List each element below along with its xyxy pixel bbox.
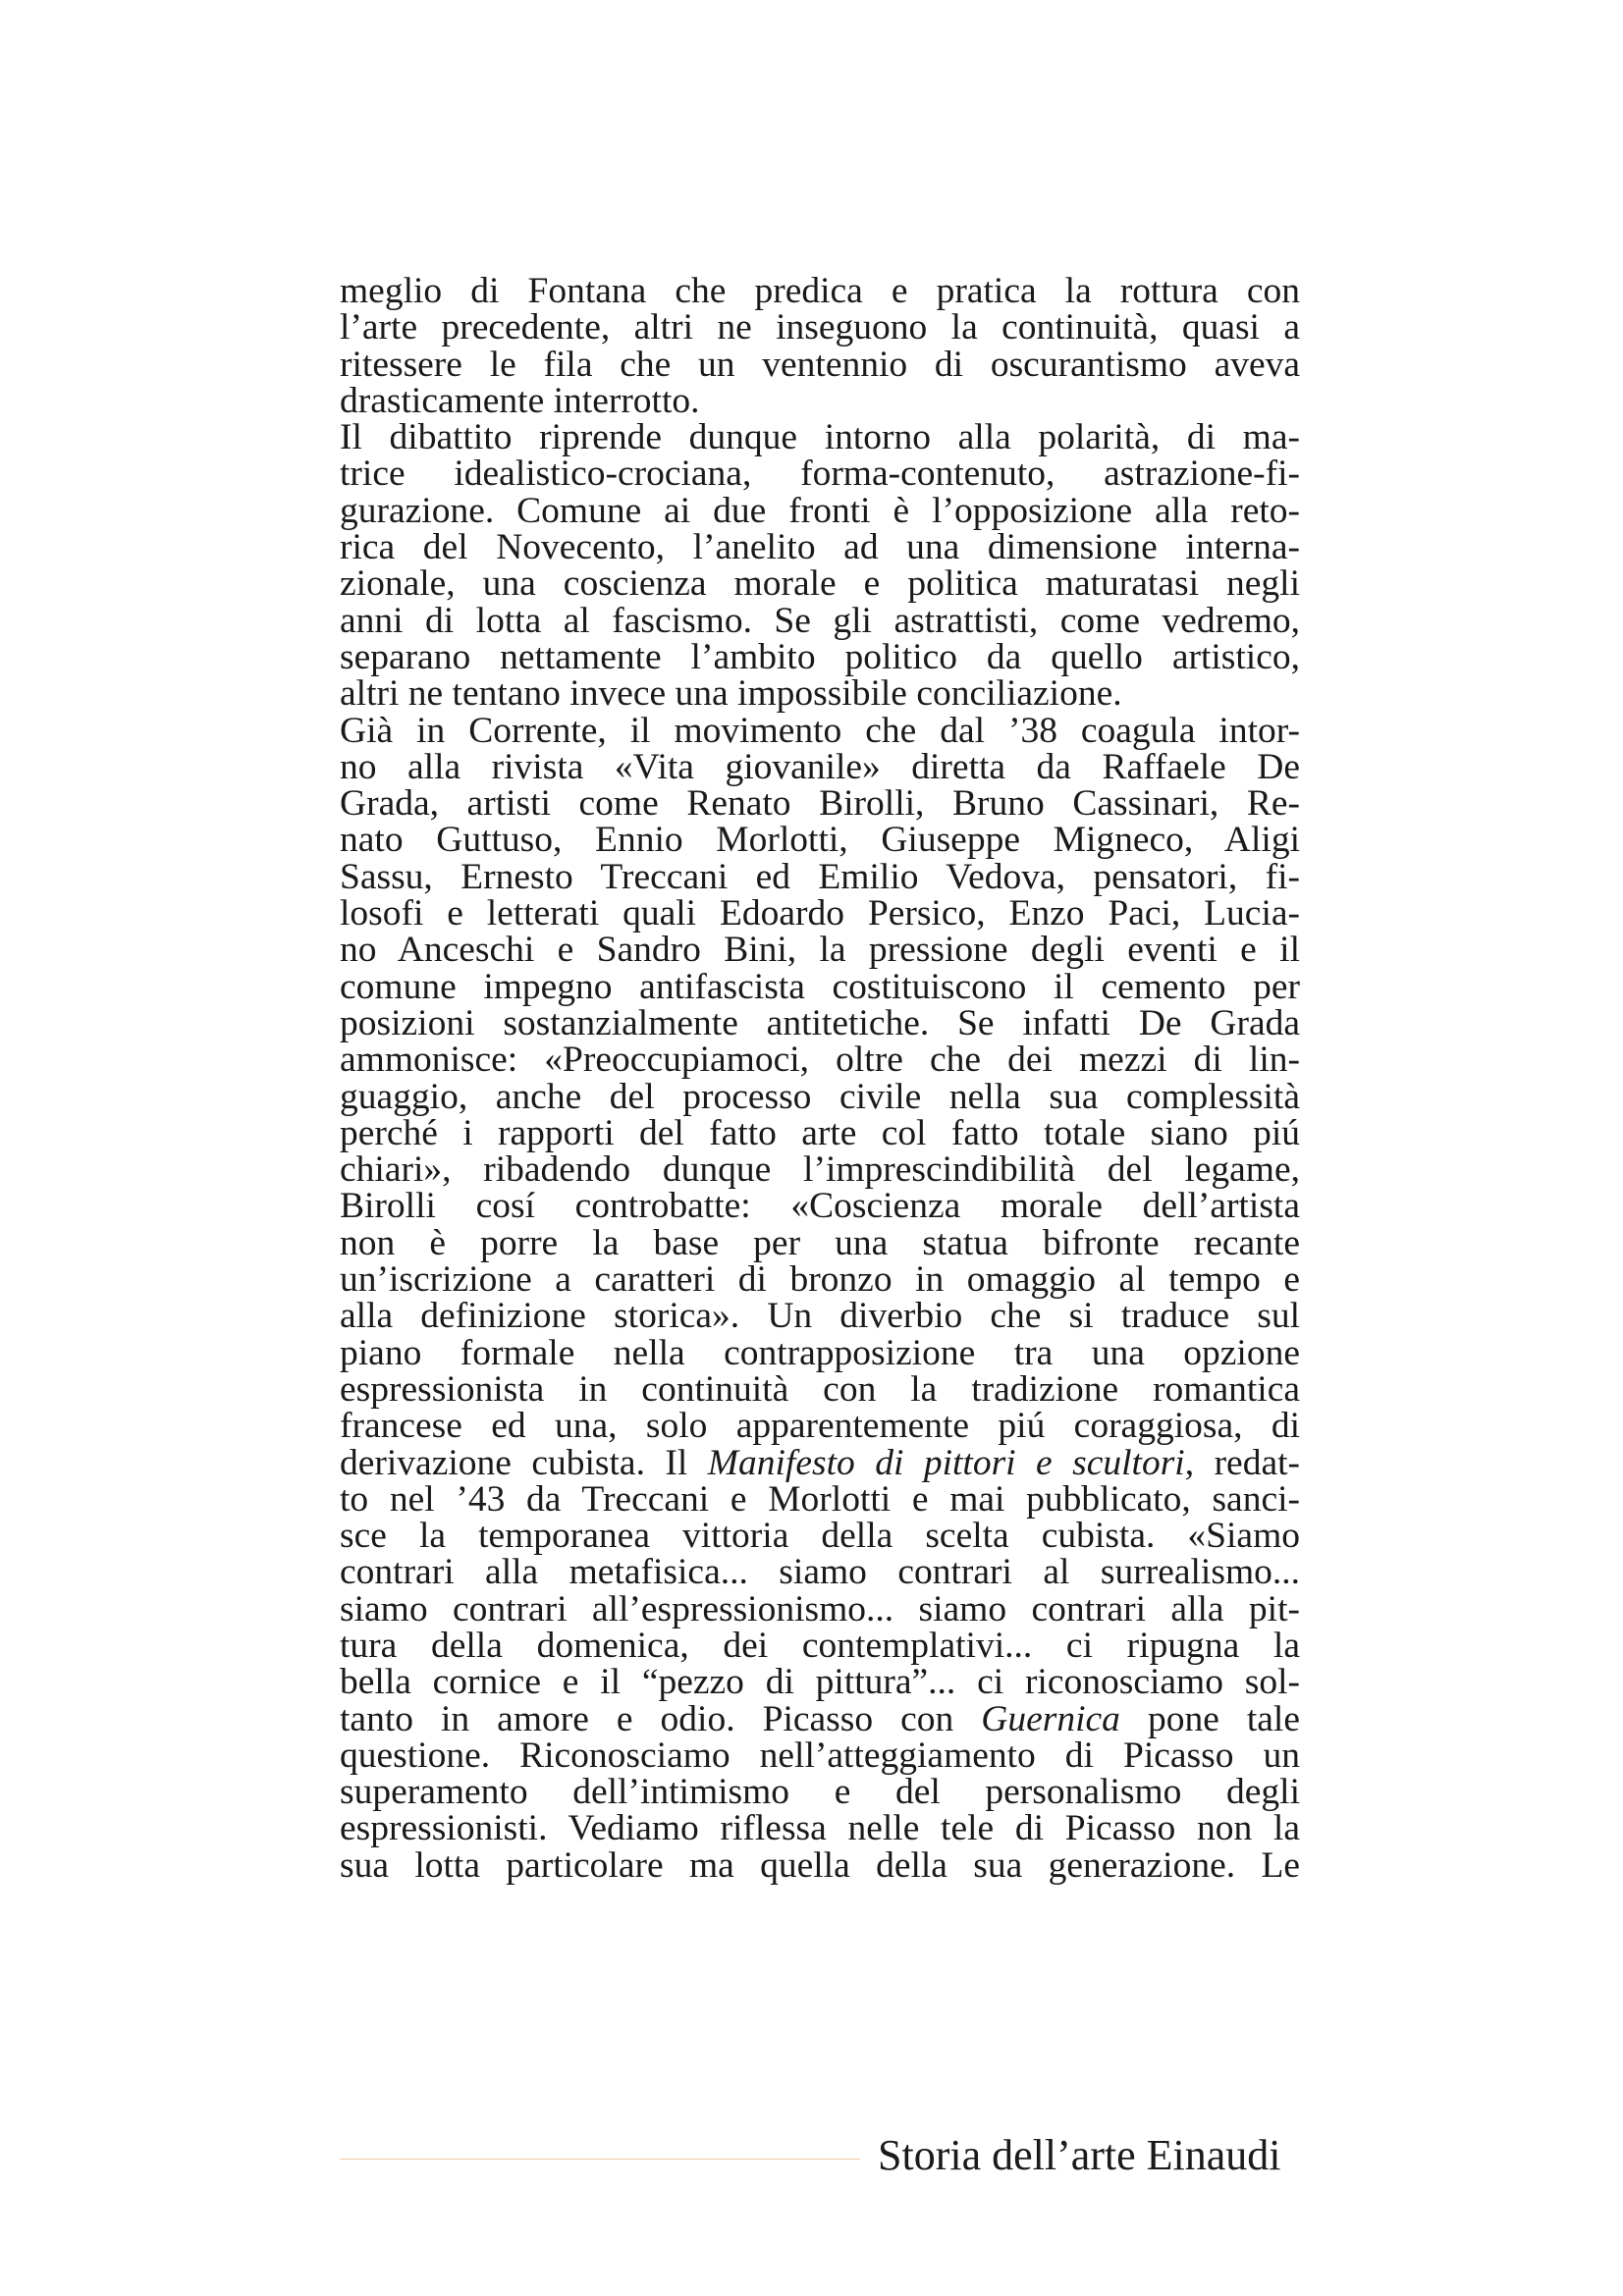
text-segment: Birolli cosí controbatte: «Coscienza morale dell’artista [340, 1186, 1300, 1227]
footer-rule [340, 2159, 860, 2160]
text-line [340, 1442, 1300, 1483]
text-line [340, 710, 1300, 751]
text-segment: Grada, artisti come Renato Birolli, Bruno Cassinari, Re- [340, 783, 1300, 825]
text-segment: sce la temporanea vittoria della scelta cubista. «Siamo [340, 1516, 1300, 1557]
text-segment: bella cornice e il “pezzo di pittura”... ci riconosciamo sol- [340, 1662, 1300, 1703]
text-segment: pone tale [1119, 1698, 1300, 1739]
text-line [340, 600, 1300, 641]
text-segment: contrari alla metafisica... siamo contrari al surrealismo... [340, 1552, 1300, 1593]
text-line [340, 490, 1300, 531]
italic-title: Guernica [981, 1698, 1120, 1739]
text-line [340, 380, 1300, 421]
text-segment: tanto in amore e odio. Picasso con [340, 1698, 982, 1739]
text-line [340, 930, 1300, 971]
text-segment: drasticamente interrotto. [340, 380, 700, 421]
text-segment: altri ne tentano invece una impossibile conciliazione. [340, 673, 1122, 715]
text-line [340, 273, 1300, 309]
text-segment: superamento dell’intimismo e del personalismo degli [340, 1772, 1300, 1813]
text-line [340, 1259, 1300, 1301]
text-segment: espressionista in continuità con la tradizione romantica [340, 1368, 1300, 1410]
text-line [340, 673, 1300, 715]
text-segment: piano formale nella contrapposizione tra una opzione [340, 1332, 1300, 1373]
text-line [340, 563, 1300, 605]
text-segment: alla definizione storica». Un diverbio che si traduce sul [340, 1296, 1300, 1337]
text-line [340, 1368, 1300, 1410]
text-segment: siamo contrari all’espressionismo... siamo contrari alla pit- [340, 1588, 1300, 1629]
text-line [340, 1406, 1300, 1447]
text-segment: comune impegno antifascista costituiscono il cemento per [340, 966, 1300, 1007]
text-segment: to nel ’43 da Treccani e Morlotti e mai pubblicato, sanci- [340, 1478, 1300, 1520]
text-line [340, 1002, 1300, 1043]
text-line [340, 636, 1300, 677]
text-segment: chiari», ribadendo dunque l’imprescindibilità del legame, [340, 1149, 1300, 1191]
text-line [340, 1772, 1300, 1813]
text-segment: un’iscrizione a caratteri di bronzo in omaggio al tempo e [340, 1259, 1300, 1301]
text-segment: ammonisce: «Preoccupiamoci, oltre che dei mezzi di lin- [340, 1040, 1300, 1081]
text-line [340, 820, 1300, 861]
text-segment: meglio di Fontana che predica e pratica la rottura con [340, 271, 1300, 311]
text-segment: perché i rapporti del fatto arte col fatto totale siano piú [340, 1112, 1300, 1153]
text-segment: , redat- [1184, 1442, 1300, 1483]
text-line [340, 1478, 1300, 1520]
text-line [340, 1516, 1300, 1557]
text-segment: losofi e letterati quali Edoardo Persico, Enzo Paci, Lucia- [340, 893, 1300, 934]
text-line [340, 1552, 1300, 1593]
text-line [340, 746, 1300, 787]
text-segment: Già in Corrente, il movimento che dal ’38 coagula intor- [340, 710, 1300, 751]
text-line [340, 895, 1300, 932]
text-segment: francese ed una, solo apparentemente piú coraggiosa, di [340, 1406, 1300, 1447]
text-line [340, 1844, 1300, 1886]
text-line [340, 1625, 1300, 1666]
text-segment: sua lotta particolare ma quella della sua generazione. Le [340, 1844, 1300, 1886]
text-segment: anni di lotta al fascismo. Se gli astrattisti, come vedremo, [340, 600, 1300, 641]
text-segment: separano nettamente l’ambito politico da quello artistico, [340, 636, 1300, 677]
text-line [340, 344, 1300, 385]
footer-series-title: Storia dell’arte Einaudi [878, 2131, 1281, 2179]
text-line [340, 1040, 1300, 1081]
text-line [340, 1737, 1300, 1774]
text-line [340, 527, 1300, 568]
text-segment: Il dibattito riprende dunque intorno alla polarità, di ma- [340, 417, 1300, 458]
text-segment: espressionisti. Vediamo riflessa nelle tele di Picasso non la [340, 1808, 1300, 1849]
text-line [340, 856, 1300, 897]
text-line [340, 1112, 1300, 1153]
text-segment: no alla rivista «Vita giovanile» diretta da Raffaele De [340, 746, 1300, 787]
text-segment: gurazione. Comune ai due fronti è l’opposizione alla reto- [340, 490, 1300, 531]
text-segment: nato Guttuso, Ennio Morlotti, Giuseppe Migneco, Aligi [340, 820, 1300, 861]
text-line [340, 1186, 1300, 1227]
body-text [340, 273, 1300, 1884]
text-segment: tura della domenica, dei contemplativi... ci ripugna la [340, 1625, 1300, 1666]
text-line [340, 1662, 1300, 1703]
text-segment: Sassu, Ernesto Treccani ed Emilio Vedova, pensatori, fi- [340, 856, 1300, 897]
text-line [340, 1149, 1300, 1191]
text-segment: l’arte precedente, altri ne inseguono la continuità, quasi a [340, 307, 1300, 348]
text-segment: posizioni sostanzialmente antitetiche. Se infatti De Grada [340, 1002, 1300, 1043]
text-segment: trice idealistico-crociana, forma-contenuto, astrazione-fi- [340, 454, 1300, 495]
text-line [340, 1296, 1300, 1337]
text-segment: derivazione cubista. Il [340, 1442, 708, 1483]
italic-title: Manifesto di pittori e scultori [707, 1442, 1185, 1483]
text-segment: questione. Riconosciamo nell’atteggiamento di Picasso un [340, 1735, 1300, 1776]
text-line [340, 417, 1300, 458]
text-segment: guaggio, anche del processo civile nella sua complessità [340, 1076, 1300, 1117]
text-line [340, 966, 1300, 1007]
text-segment: zionale, una coscienza morale e politica maturatasi negli [340, 563, 1300, 605]
text-line [340, 309, 1300, 346]
text-line [340, 454, 1300, 495]
text-line [340, 783, 1300, 825]
text-segment: no Anceschi e Sandro Bini, la pressione degli eventi e il [340, 930, 1300, 971]
text-line [340, 1222, 1300, 1263]
text-segment: ritessere le fila che un ventennio di oscurantismo aveva [340, 344, 1300, 385]
text-line [340, 1076, 1300, 1117]
text-segment: rica del Novecento, l’anelito ad una dimensione interna- [340, 527, 1300, 568]
text-line [340, 1808, 1300, 1849]
text-line [340, 1588, 1300, 1629]
text-line [340, 1698, 1300, 1739]
text-segment: non è porre la base per una statua bifronte recante [340, 1222, 1300, 1263]
text-line [340, 1332, 1300, 1373]
